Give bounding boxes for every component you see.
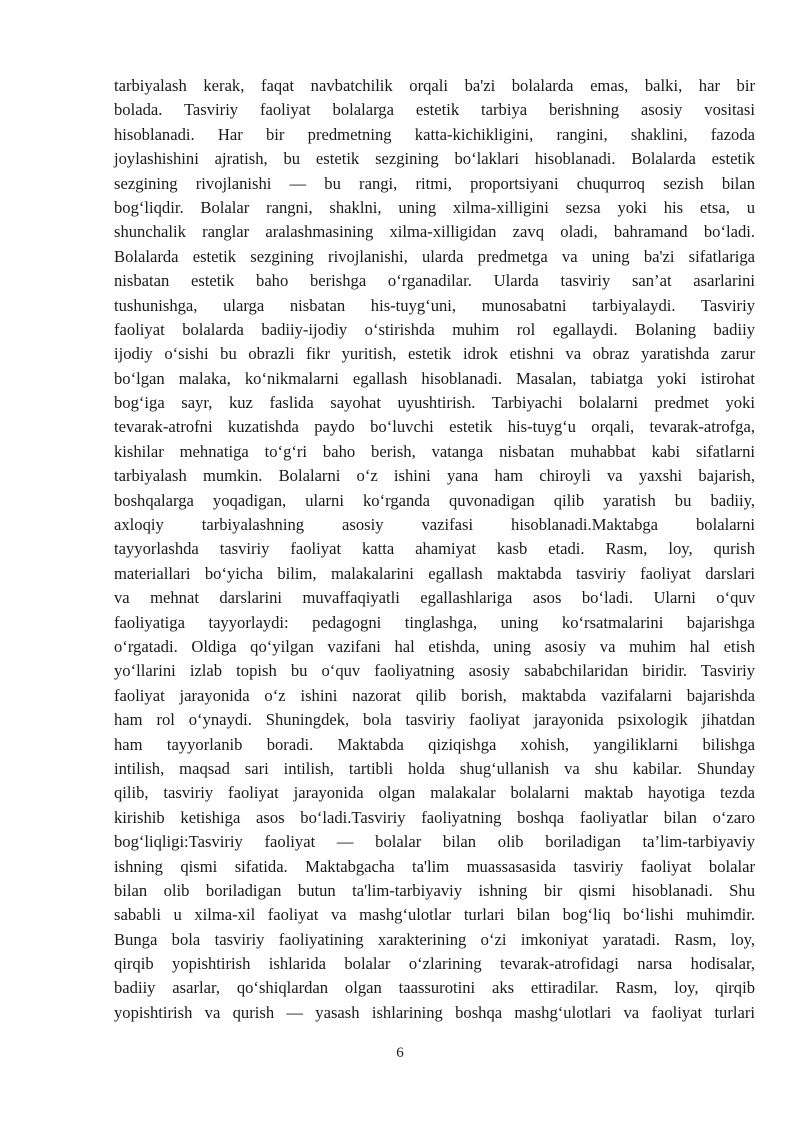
text-line: qilib, tasviriy faoliyat jarayonida olgan malakalar bolalarni maktab hayotiga tezda [114, 783, 755, 803]
text-line: sababli u xilma-xil faoliyat va mashg‘ulotlar turlari bilan bog‘liq bo‘lishi muhimdir. [114, 905, 755, 925]
text-line: tevarak-atrofni kuzatishda paydo bo‘luvchi estetik his-tuyg‘u orqali, tevarak-atrofga, [114, 417, 755, 437]
text-line: tayyorlashda tasviriy faoliyat katta ahamiyat kasb etadi. Rasm, loy, qurish [114, 539, 755, 559]
text-line: boshqalarga yoqadigan, ularni ko‘rganda quvonadigan qilib yaratish bu badiiy, [114, 490, 755, 510]
text-line: bog‘liqdir. Bolalar rangni, shaklni, uning xilma-xilligini sezsa yoki his etsa, u [114, 197, 755, 217]
text-line: hisoblanadi. Har bir predmetning katta-kichikligini, rangini, shaklini, fazoda [114, 124, 755, 144]
text-line: ham tayyorlanib boradi. Maktabda qiziqishga xohish, yangiliklarni bilishga [114, 734, 755, 754]
text-line: bolada. Tasviriy faoliyat bolalarga estetik tarbiya berishning asosiy vositasi [114, 100, 755, 120]
text-line: ham rol o‘ynaydi. Shuningdek, bola tasviriy faoliyat jarayonida psixologik jihatdan [114, 710, 755, 730]
text-line: materiallari bo‘yicha bilim, malakalarini egallash maktabda tasviriy faoliyat darslari [114, 563, 755, 583]
text-line: kishilar mehnatiga to‘g‘ri baho berish, vatanga nisbatan muhabbat kabi sifatlarni [114, 441, 755, 461]
text-line: faoliyatiga tayyorlaydi: pedagogni tinglashga, uning ko‘rsatmalarini bajarishga [114, 612, 755, 632]
text-line: bo‘lgan malaka, ko‘nikmalarni egallash hisoblanadi. Masalan, tabiatga yoki istirohat [114, 368, 755, 388]
text-line: shunchalik ranglar aralashmasining xilma-xilligidan zavq oladi, bahramand bo‘ladi. [114, 222, 755, 242]
text-line: yopishtirish va qurish — yasash ishlarining boshqa mashg‘ulotlari va faoliyat turlari [114, 1002, 755, 1022]
text-line: nisbatan estetik baho berishga o‘rganadilar. Ularda tasviriy san’at asarlarini [114, 271, 755, 291]
text-line: yo‘llarini izlab topish bu o‘quv faoliyatning asosiy sababchilaridan biridir. Tasviriy [114, 661, 755, 681]
text-line: o‘rgatadi. Oldiga qo‘yilgan vazifani hal etishda, uning asosiy va muhim hal etish [114, 636, 755, 656]
text-line: bog‘iga sayr, kuz faslida sayohat uyushtirish. Tarbiyachi bolalarni predmet yoki [114, 393, 755, 413]
text-line: va mehnat darslarini muvaffaqiyatli egallashlariga asos bo‘ladi. Ularni o‘quv [114, 588, 755, 608]
text-line: ijodiy o‘sishi bu obrazli fikr yuritish, estetik idrok etishni va obraz yaratishda zarur [114, 344, 755, 364]
text-line: bog‘liqligi:Tasviriy faoliyat — bolalar bilan olib boriladigan ta’lim-tarbiyaviy [114, 832, 755, 852]
text-line: kirishib ketishiga asos bo‘ladi.Tasviriy faoliyatning boshqa faoliyatlar bilan o‘zaro [114, 807, 755, 827]
text-line: joylashishini ajratish, bu estetik sezgining bo‘laklari hisoblanadi. Bolalarda estetik [114, 149, 755, 169]
text-line: ishning qismi sifatida. Maktabgacha ta'lim muassasasida tasviriy faoliyat bolalar [114, 856, 755, 876]
body-text [114, 74, 755, 1025]
text-line: faoliyat jarayonida o‘z ishini nazorat qilib borish, maktabda vazifalarni bajarishda [114, 685, 755, 705]
text-line: sezgining rivojlanishi — bu rangi, ritmi, proportsiyani chuqurroq sezish bilan [114, 173, 755, 193]
text-line: badiiy asarlar, qo‘shiqlardan olgan taassurotini aks ettiradilar. Rasm, loy, qirqib [114, 978, 755, 998]
page-number: 6 [396, 1045, 404, 1061]
text-line: faoliyat bolalarda badiiy-ijodiy o‘stirishda muhim rol egallaydi. Bolaning badiiy [114, 319, 755, 339]
text-line: tarbiyalash kerak, faqat navbatchilik orqali ba'zi bolalarda emas, balki, har bir [114, 76, 755, 95]
text-line: Bunga bola tasviriy faoliyatining xarakterining o‘zi imkoniyat yaratadi. Rasm, loy, [114, 929, 755, 949]
text-line: bilan olib boriladigan butun ta'lim-tarbiyaviy ishning bir qismi hisoblanadi. Shu [114, 880, 755, 900]
text-line: qirqib yopishtirish ishlarida bolalar o‘zlarining tevarak-atrofidagi narsa hodisalar, [114, 954, 755, 974]
text-line: tarbiyalash mumkin. Bolalarni o‘z ishini yana ham chiroyli va yaxshi bajarish, [114, 466, 755, 486]
text-line: axloqiy tarbiyalashning asosiy vazifasi hisoblanadi.Maktabga bolalarni [114, 515, 755, 535]
text-line: tushunishga, ularga nisbatan his-tuyg‘uni, munosabatni tarbiyalaydi. Tasviriy [114, 295, 755, 315]
text-line: Bolalarda estetik sezgining rivojlanishi, ularda predmetga va uning ba'zi sifatlariga [114, 246, 755, 266]
text-line: intilish, maqsad sari intilish, tartibli holda shug‘ullanish va shu kabilar. Shunday [114, 758, 755, 778]
